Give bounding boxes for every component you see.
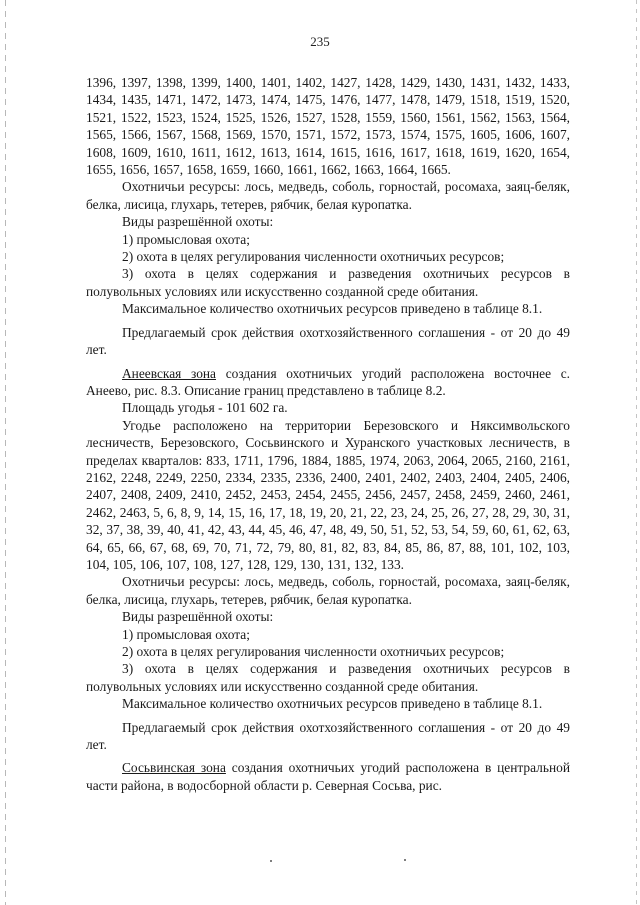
hunting-type-2: 2) охота в целях регулирования численности охотничьих ресурсов; xyxy=(122,249,505,265)
scan-specks xyxy=(0,858,640,864)
zone-name: Сосьвинская зона xyxy=(122,760,226,776)
quarter-list-continued: 1396, 1397, 1398, 1399, 1400, 1401, 1402, 1427, 1428, 1429, 1430, 1431, 1432, 1433, 1434, 1435, 1471, 1472, 1473, 1474, 1475, 1476, 1477, 1478, 1479, 1518, 1519, 1520, 1521, 1522, 1523, 1524, 1525, 1526, 1527, 1528, 1559, 1560, 1561, 1562, 1563, 1564, 1565, 1566, 1567, 1568, 1569, 1570, 1571, 1572, 1573, 1574, 1575, 1605, 1606, 1607, 1608, 1609, 1610, 1611, 1612, 1613, 1614, 1615, 1616, 1617, 1618, 1619, 1620, 1654, 1655, 1656, 1657, 1658, 1659, 1660, 1661, 1662, 1663, 1664, 1665. xyxy=(86,75,570,178)
scan-speck xyxy=(270,860,272,862)
hunting-type-3: 3) охота в целях содержания и разведения охотничьих ресурсов в полувольных условиях или искусственно созданной среде обитания. xyxy=(86,661,570,694)
sosvinskaya-zone-paragraph xyxy=(86,759,570,794)
hunting-resources: Охотничьи ресурсы: лось, медведь, соболь, горностай, росомаха, заяц-беляк, белка, лисица, глухарь, тетерев, рябчик, белая куропатка. xyxy=(86,179,570,212)
hunting-type-1: 1) промысловая охота; xyxy=(122,231,250,247)
hunting-type-2: 2) охота в целях регулирования численности охотничьих ресурсов; xyxy=(122,644,505,659)
max-resources-note: Максимальное количество охотничьих ресурсов приведено в таблице 8.1. xyxy=(122,696,543,712)
hunting-resources: Охотничьи ресурсы: лось, медведь, соболь, горностай, росомаха, заяц-беляк, белка, лисица, глухарь, тетерев, рябчик, белая куропатка. xyxy=(86,574,570,607)
max-resources-note: Максимальное количество охотничьих ресурсов приведено в таблице 8.1. xyxy=(122,301,543,317)
page-number: 235 xyxy=(310,34,330,49)
hunting-types-heading: Виды разрешённой охоты: xyxy=(122,214,274,230)
aneevskaya-zone-paragraph xyxy=(86,365,570,400)
scan-left-edge xyxy=(5,0,6,905)
hunting-types-heading: Виды разрешённой охоты: xyxy=(122,609,274,625)
document-body xyxy=(86,74,570,794)
scan-speck xyxy=(404,859,406,861)
agreement-term: Предлагаемый срок действия охотхозяйственного соглашения - от 20 до 49 лет. xyxy=(86,719,570,753)
location-quarters: Угодье расположено на территории Березовского и Няксимвольского лесничеств, Березовского, Сосьвинского и Хуранского участковых лесничеств, в пределах кварталов: 833, 1711, 1796, 1884, 1885, 1974, 2063, 2064, 2065, 2160, 2161, 2162, 2248, 2249, 2250, 2334, 2335, 2336, 2400, 2401, 2402, 2403, 2404, 2405, 2406, 2407, 2408, 2409, 2410, 2452, 2453, 2454, 2455, 2456, 2457, 2458, 2459, 2460, 2461, 2462, 2463, 5, 6, 8, 9, 14, 15, 16, 17, 18, 19, 20, 21, 22, 23, 24, 25, 26, 27, 28, 29, 30, 31, 32, 37, 38, 39, 40, 41, 42, 43, 44, 45, 46, 47, 48, 49, 50, 51, 52, 53, 54, 59, 60, 61, 62, 63, 64, 65, 66, 67, 68, 69, 70, 71, 72, 79, 80, 81, 82, 83, 84, 85, 86, 87, 88, 101, 102, 103, 104, 105, 106, 107, 108, 127, 128, 129, 130, 131, 132, 133. xyxy=(86,417,570,572)
scan-right-edge xyxy=(636,0,637,905)
hunting-type-3: 3) охота в целях содержания и разведения охотничьих ресурсов в полувольных условиях или искусственно созданной среде обитания. xyxy=(86,266,570,299)
zone-description: создания охотничьих угодий расположена в центральной части района, в водосборной области р. Северная Сосьва, рис. xyxy=(86,760,571,793)
area-statement: Площадь угодья - 101 602 га. xyxy=(122,400,288,416)
hunting-type-1: 1) промысловая охота; xyxy=(122,626,250,642)
agreement-term: Предлагаемый срок действия охотхозяйственного соглашения - от 20 до 49 лет. xyxy=(86,324,570,358)
zone-name: Анеевская зона xyxy=(122,365,217,381)
zone-description: создания охотничьих угодий расположена восточнее с. Анеево, рис. 8.3. Описание границ представлено в таблице 8.2. xyxy=(86,365,570,398)
